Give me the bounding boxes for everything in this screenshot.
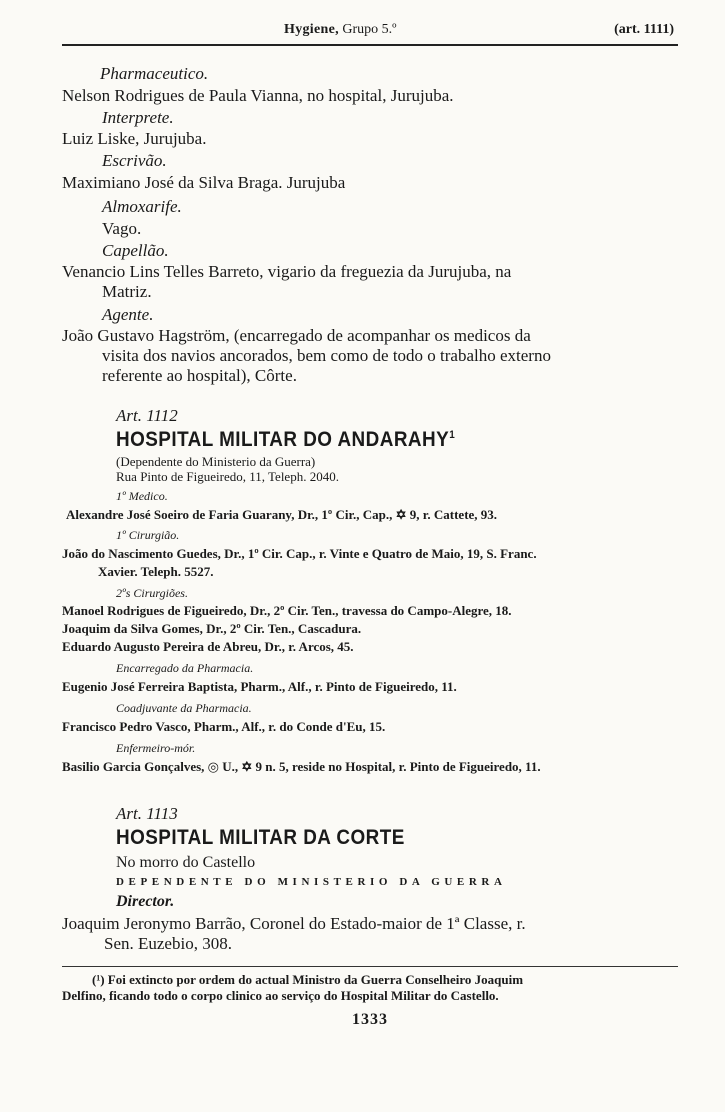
footnote-rule: [62, 966, 678, 967]
entry-line: Maximiano José da Silva Braga. Jurujuba: [62, 173, 346, 192]
entry-line: João Gustavo Hagström, (encarregado de acompanhar os medicos da: [62, 326, 531, 345]
role-heading: Encarregado da Pharmacia.: [116, 661, 254, 675]
dependency-line: (Dependente do Ministerio da Guerra): [116, 454, 316, 469]
entry-line: Matriz.: [102, 282, 152, 301]
header-article: (art. 1111): [614, 22, 674, 37]
entry-line: Sen. Euzebio, 308.: [104, 934, 232, 953]
running-header: [62, 20, 678, 42]
hospital-title: HOSPITAL MILITAR DA CORTE: [116, 826, 405, 849]
entry-line: Nelson Rodrigues de Paula Vianna, no hospital, Jurujuba.: [62, 86, 454, 105]
article-number: Art. 1112: [116, 406, 178, 425]
entry-line: Joaquim da Silva Gomes, Dr., 2º Cir. Ten., Cascadura.: [62, 621, 362, 636]
footnote-line: Delfino, ficando todo o corpo clinico ao serviço do Hospital Militar do Castello.: [62, 988, 499, 1003]
hospital-title: HOSPITAL MILITAR DO ANDARAHY$^1$: [116, 428, 456, 451]
entry-line: Vago.: [102, 219, 142, 238]
article-number: Art. 1113: [116, 804, 178, 823]
entry-line: Manoel Rodrigues de Figueiredo, Dr., 2º Cir. Ten., travessa do Campo-Alegre, 18.: [62, 603, 512, 618]
footnote-line: (¹) Foi extincto por ordem do actual Ministro da Guerra Conselheiro Joaquim: [92, 972, 524, 987]
entry-line: Basilio Garcia Gonçalves, ◎ U., ✡ 9 n. 5, reside no Hospital, r. Pinto de Figueiredo, 11.: [62, 759, 541, 774]
role-heading: 1º Medico.: [116, 489, 168, 503]
entry-line: Francisco Pedro Vasco, Pharm., Alf., r. do Conde d'Eu, 15.: [62, 719, 386, 734]
role-heading: Pharmaceutico.: [100, 64, 209, 83]
role-heading: Capellão.: [102, 241, 169, 260]
entry-line: referente ao hospital), Côrte.: [102, 366, 297, 385]
entry-line: Alexandre José Soeiro de Faria Guarany, Dr., 1º Cir., Cap., ✡ 9, r. Cattete, 93.: [66, 507, 498, 522]
entry-line: visita dos navios ancorados, bem como de todo o trabalho externo: [102, 346, 551, 365]
role-heading: 1º Cirurgião.: [116, 528, 180, 542]
address-line: Rua Pinto de Figueiredo, 11, Teleph. 2040.: [116, 469, 339, 484]
footnote-mark: 1: [449, 429, 456, 441]
entry-line: Eugenio José Ferreira Baptista, Pharm., Alf., r. Pinto de Figueiredo, 11.: [62, 679, 457, 694]
dependency-line: DEPENDENTE DO MINISTERIO DA GUERRA: [116, 876, 507, 888]
entry-line: Xavier. Teleph. 5527.: [98, 564, 214, 579]
role-heading: Almoxarife.: [102, 197, 182, 216]
entry-line: Luiz Liske, Jurujuba.: [62, 129, 207, 148]
role-heading: Enfermeiro-mór.: [116, 741, 196, 755]
entry-line: Joaquim Jeronymo Barrão, Coronel do Estado-maior de 1ª Classe, r.: [62, 914, 526, 933]
role-heading: Director.: [116, 893, 175, 910]
role-heading: Interprete.: [102, 108, 174, 127]
role-heading: Escrivão.: [102, 151, 167, 170]
page-number: 1333: [352, 1011, 388, 1028]
entry-line: João do Nascimento Guedes, Dr., 1º Cir. Cap., r. Vinte e Quatro de Maio, 19, S. Franc.: [62, 546, 537, 561]
header-rule: [62, 44, 678, 46]
entry-line: Eduardo Augusto Pereira de Abreu, Dr., r. Arcos, 45.: [62, 639, 354, 654]
location-line: No morro do Castello: [116, 854, 256, 871]
role-heading: 2ºs Cirurgiões.: [116, 586, 188, 600]
entry-line: Venancio Lins Telles Barreto, vigario da freguezia da Jurujuba, na: [62, 262, 512, 281]
role-heading: Coadjuvante da Pharmacia.: [116, 701, 252, 715]
role-heading: Agente.: [102, 305, 154, 324]
header-title: Hygiene, Grupo 5.º: [284, 22, 397, 37]
